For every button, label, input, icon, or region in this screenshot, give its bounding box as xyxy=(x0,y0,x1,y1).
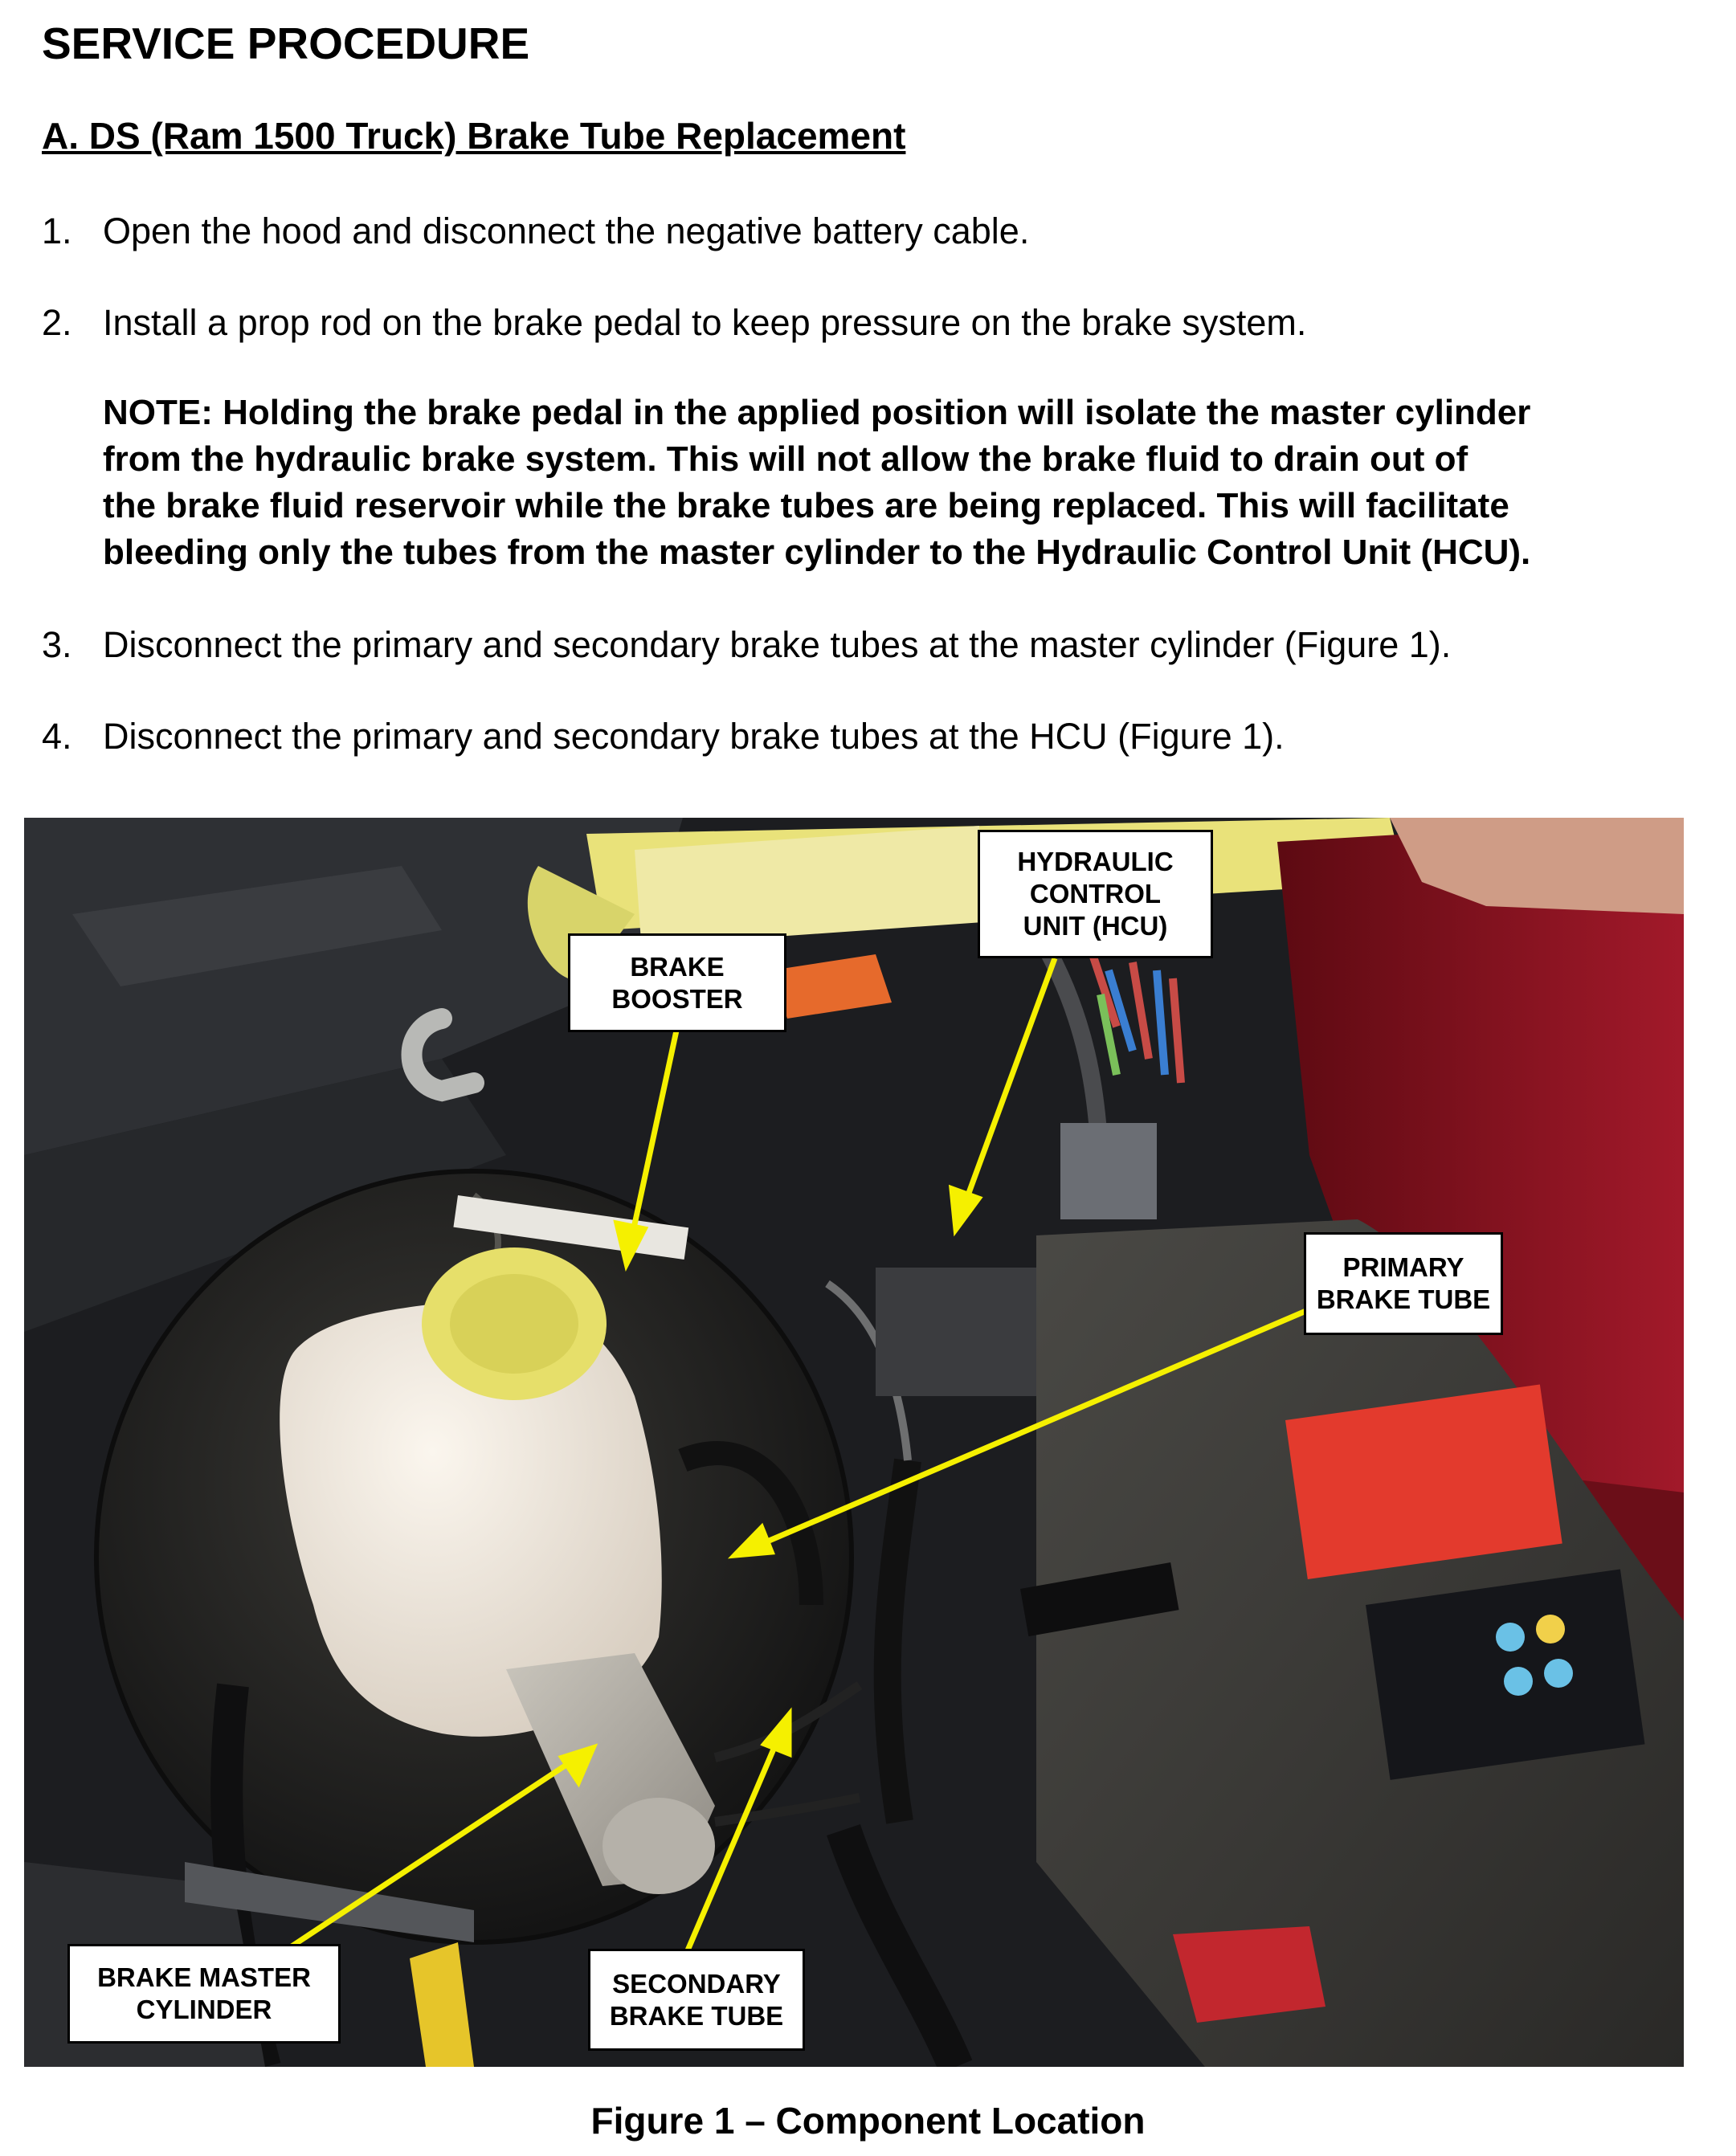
callout-line: PRIMARY xyxy=(1342,1252,1464,1282)
figure-caption: Figure 1 – Component Location xyxy=(590,2100,1146,2142)
callout-primary-brake-tube xyxy=(1304,1232,1503,1335)
step-text: Install a prop rod on the brake pedal to keep pressure on the brake system. xyxy=(103,302,1307,343)
callout-line: BOOSTER xyxy=(611,983,743,1014)
callout-brake-master-cylinder xyxy=(67,1944,341,2044)
callout-secondary-brake-tube xyxy=(588,1949,805,2051)
note-block xyxy=(103,390,1726,576)
step-text: Open the hood and disconnect the negative battery cable. xyxy=(103,210,1030,251)
callout-line: CONTROL xyxy=(1029,879,1162,909)
callout-line: CYLINDER xyxy=(136,1995,272,2024)
step-text: Disconnect the primary and secondary brake tubes at the master cylinder (Figure 1). xyxy=(103,624,1452,665)
callout-brake-booster xyxy=(568,933,786,1032)
section-title: A. DS (Ram 1500 Truck) Brake Tube Replacement xyxy=(42,115,906,157)
note-line: from the hydraulic brake system. This will not allow the brake fluid to drain out of xyxy=(103,439,1468,479)
callout-line: BRAKE TUBE xyxy=(1316,1284,1491,1314)
component-location-photo xyxy=(24,818,1684,2067)
note-line: NOTE: Holding the brake pedal in the applied position will isolate the master cylinder xyxy=(103,393,1531,432)
step-3 xyxy=(42,621,1451,669)
callout-line: BRAKE xyxy=(630,951,725,982)
step-number: 2. xyxy=(42,302,72,343)
step-text: Disconnect the primary and secondary brake tubes at the HCU (Figure 1). xyxy=(103,716,1285,757)
step-number: 1. xyxy=(42,210,72,251)
note-line: the brake fluid reservoir while the brake tubes are being replaced. This will facilitate xyxy=(103,486,1509,525)
callout-line: BRAKE MASTER xyxy=(97,1962,311,1992)
step-1 xyxy=(42,207,1029,255)
callout-line: SECONDARY xyxy=(612,1968,781,1999)
step-number: 4. xyxy=(42,716,72,757)
step-4 xyxy=(42,713,1285,761)
callout-hcu xyxy=(978,830,1213,958)
callout-line: BRAKE TUBE xyxy=(609,2000,784,2031)
callout-line: HYDRAULIC xyxy=(1017,847,1174,876)
note-line: bleeding only the tubes from the master cylinder to the Hydraulic Control Unit (HCU). xyxy=(103,533,1531,572)
engine-bay-illustration xyxy=(24,818,1684,2067)
callout-line: UNIT (HCU) xyxy=(1023,911,1168,941)
step-number: 3. xyxy=(42,624,72,665)
page-heading: SERVICE PROCEDURE xyxy=(42,18,530,68)
step-2 xyxy=(42,299,1306,347)
